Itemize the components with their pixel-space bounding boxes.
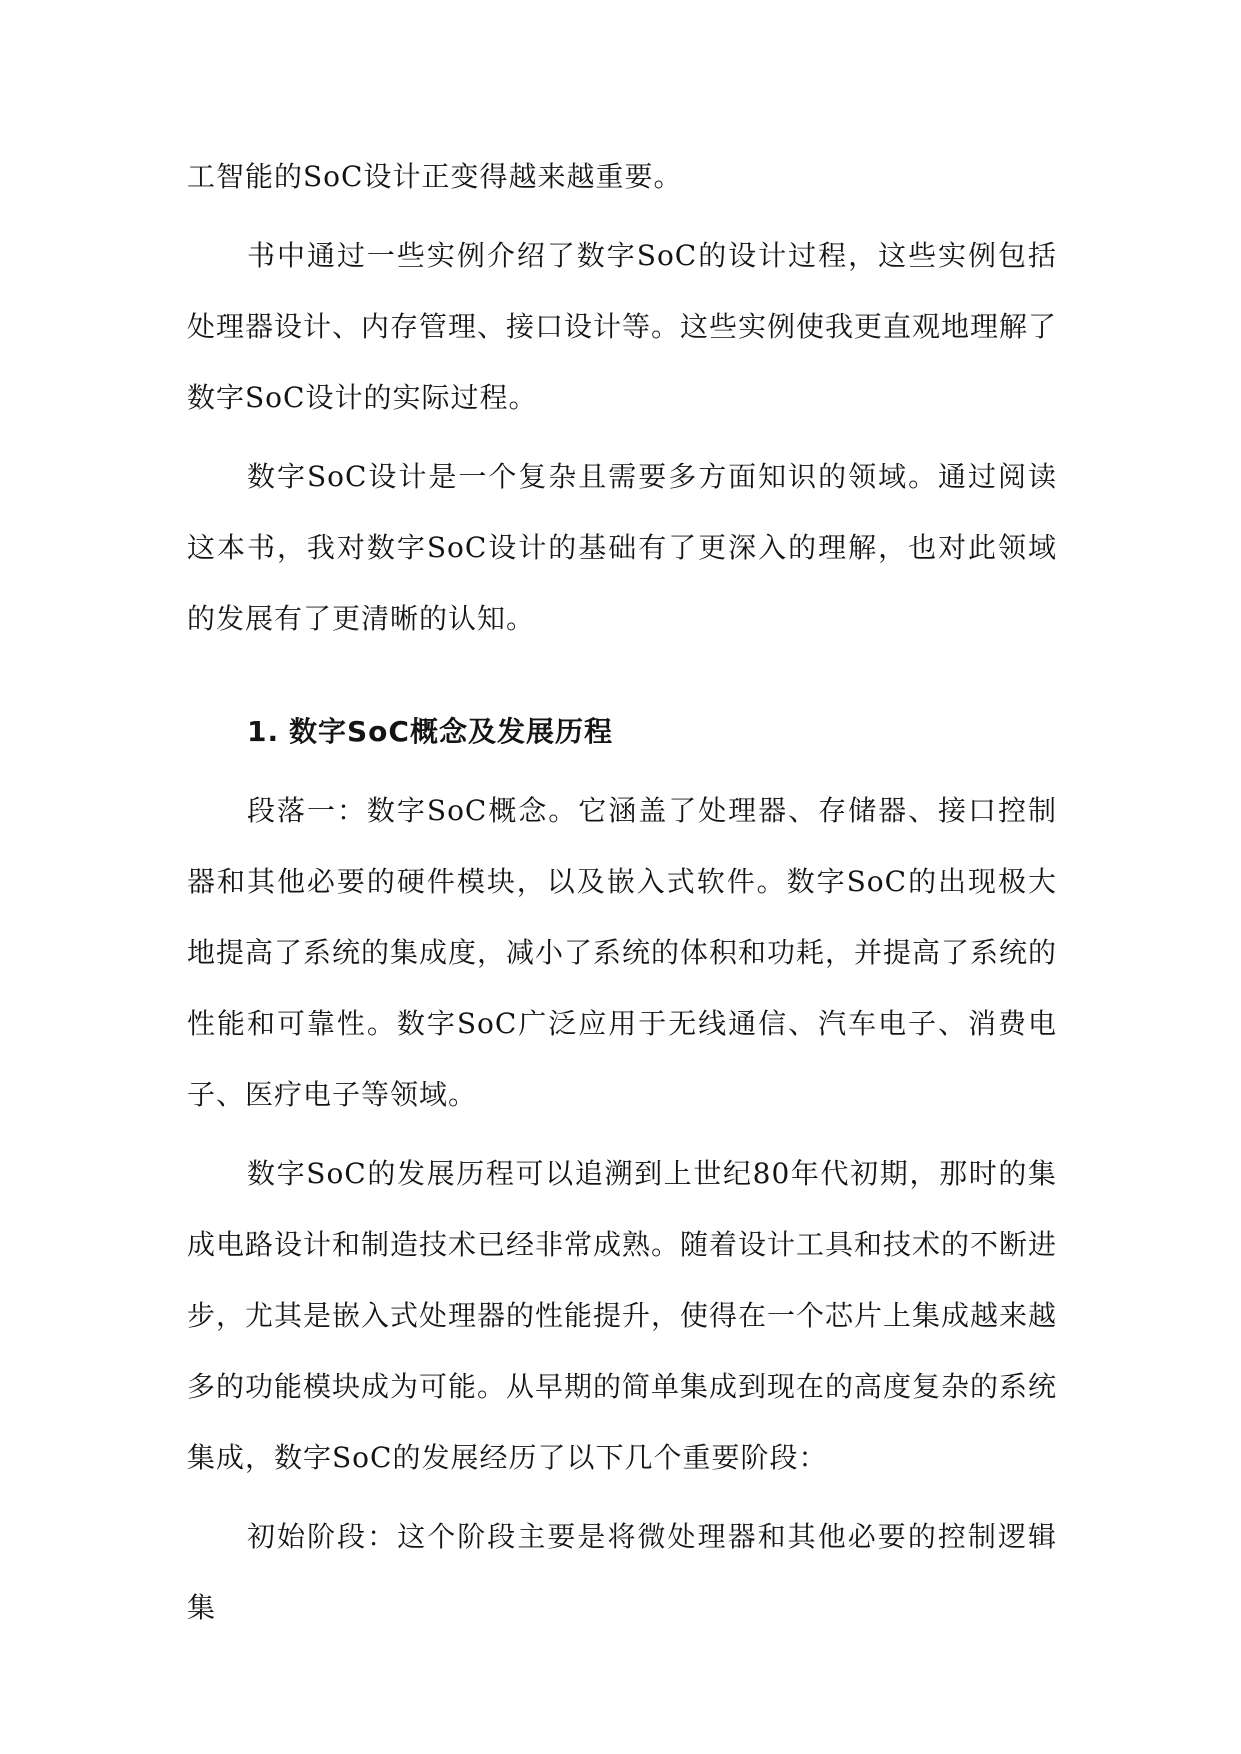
paragraph-soc-history: 数字SoC的发展历程可以追溯到上世纪80年代初期，那时的集成电路设计和制造技术已经非常成熟。随着设计工具和技术的不断进步，尤其是嵌入式处理器的性能提升，使得在一个芯片上集成越来越多的功能模块成为可能。从早期的简单集成到现在的高度复杂的系统集成，数字SoC的发展经历了以下几个重要阶段： [187,1157,1058,1474]
section-heading [187,696,1057,767]
section-number: 1. [247,715,280,748]
paragraph-examples: 书中通过一些实例介绍了数字SoC的设计过程，这些实例包括处理器设计、内存管理、接口设计等。这些实例使我更直观地理解了数字SoC设计的实际过程。 [187,239,1058,414]
paragraph-continuation: 工智能的SoC设计正变得越来越重要。 [187,160,683,193]
document-body [187,141,1057,1651]
paragraph-summary: 数字SoC设计是一个复杂且需要多方面知识的领域。通过阅读这本书，我对数字SoC设计的基础有了更深入的理解，也对此领域的发展有了更清晰的认知。 [187,460,1057,635]
section-title: 数字SoC概念及发展历程 [289,715,613,748]
paragraph-initial-stage: 初始阶段：这个阶段主要是将微处理器和其他必要的控制逻辑集 [187,1520,1057,1624]
paragraph-soc-concept: 段落一：数字SoC概念。它涵盖了处理器、存储器、接口控制器和其他必要的硬件模块，以及嵌入式软件。数字SoC的出现极大地提高了系统的集成度，减小了系统的体积和功耗，并提高了系统的性能和可靠性。数字SoC广泛应用于无线通信、汽车电子、消费电子、医疗电子等领域。 [187,794,1058,1111]
